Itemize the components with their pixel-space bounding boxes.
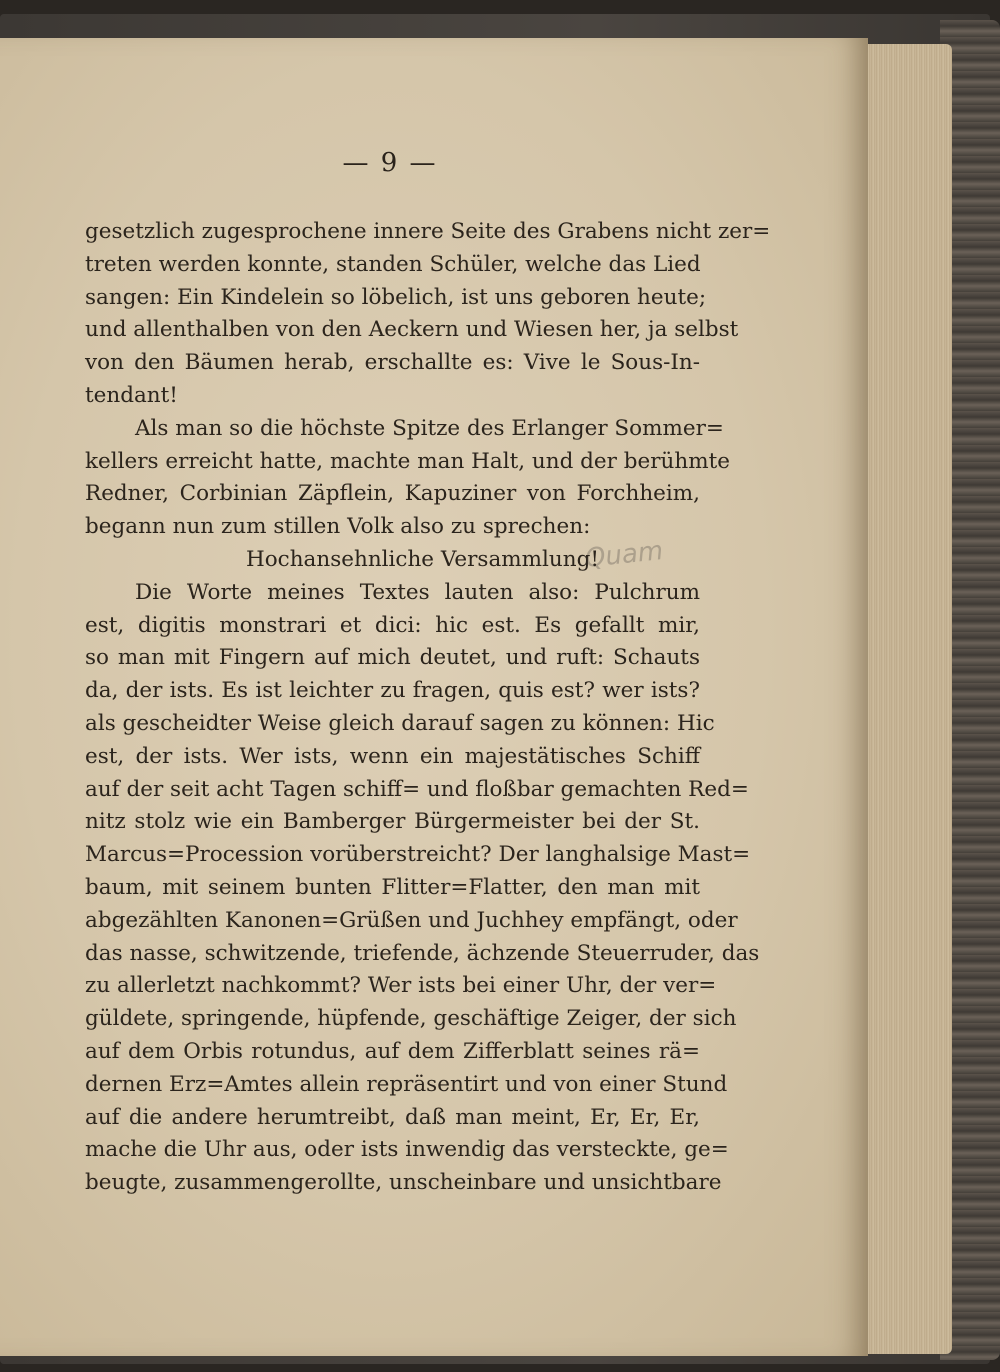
page-text <box>85 216 771 1200</box>
text-line: gesetzlich zugesprochene innere Seite des Grabens nicht zer= <box>85 219 771 244</box>
text-line: beugte, zusammengerollte, unscheinbare und unsichtbare <box>85 1170 722 1196</box>
text-line: da, der ists. Es ist leichter zu fragen, quis est? wer ists? <box>85 678 700 704</box>
text-line: dernen Erz=Amtes allein repräsentirt und von einer Stund <box>85 1071 728 1097</box>
text-line: güldete, springende, hüpfende, geschäftige Zeiger, der sich <box>85 1006 737 1032</box>
text-line: auf dem Orbis rotundus, auf dem Zifferblatt seines rä= <box>85 1038 700 1064</box>
text-line: und allenthalben von den Aeckern und Wiesen her, ja selbst <box>85 317 739 343</box>
text-line: Die Worte meines Textes lauten also: Pulchrum <box>135 579 700 605</box>
text-line: baum, mit seinem bunten Flitter=Flatter, den man mit <box>85 874 700 900</box>
text-line: Redner, Corbinian Zäpflein, Kapuziner von Forchheim, <box>85 481 700 507</box>
text-line: abgezählten Kanonen=Grüßen und Juchhey empfängt, oder <box>85 907 738 933</box>
book-page <box>0 38 868 1356</box>
text-line: nitz stolz wie ein Bamberger Bürgermeister bei der St. <box>85 809 700 835</box>
text-line: tendant! <box>85 382 178 408</box>
text-line: est, digitis monstrari et dici: hic est. Es gefallt mir, <box>85 612 700 638</box>
text-line: begann nun zum stillen Volk also zu sprechen: <box>85 514 591 540</box>
margin-annotation: Quam <box>583 535 665 575</box>
text-line: das nasse, schwitzende, triefende, ächzende Steuerruder, das <box>85 940 760 966</box>
text-line: so man mit Fingern auf mich deutet, und ruft: Schauts <box>85 645 700 671</box>
text-line: est, der ists. Wer ists, wenn ein majestätisches Schiff <box>85 743 700 769</box>
text-line: zu allerletzt nachkommt? Wer ists bei einer Uhr, der ver= <box>85 973 717 999</box>
text-line: sangen: Ein Kindelein so löbelich, ist uns geboren heute; <box>85 284 707 310</box>
text-line: von den Bäumen herab, erschallte es: Vive le Sous-In- <box>85 350 700 376</box>
text-line: treten werden konnte, standen Schüler, welche das Lied <box>85 251 701 277</box>
text-line: auf die andere herumtreibt, daß man meint, Er, Er, Er, <box>85 1104 700 1130</box>
text-line: als gescheidter Weise gleich darauf sagen zu können: Hic <box>85 710 715 736</box>
text-line: kellers erreicht hatte, machte man Halt, und der berühmte <box>85 448 730 474</box>
page-number: — 9 — <box>342 148 438 178</box>
speech-heading: Hochansehnliche Versammlung! <box>245 546 600 572</box>
text-line: Marcus=Procession vorüberstreicht? Der langhalsige Mast= <box>85 842 751 868</box>
text-line: auf der seit acht Tagen schiff= und floßbar gemachten Red= <box>85 776 749 802</box>
text-line: Als man so die höchste Spitze des Erlanger Sommer= <box>135 415 724 441</box>
text-line: mache die Uhr aus, oder ists inwendig das versteckte, ge= <box>85 1137 729 1163</box>
